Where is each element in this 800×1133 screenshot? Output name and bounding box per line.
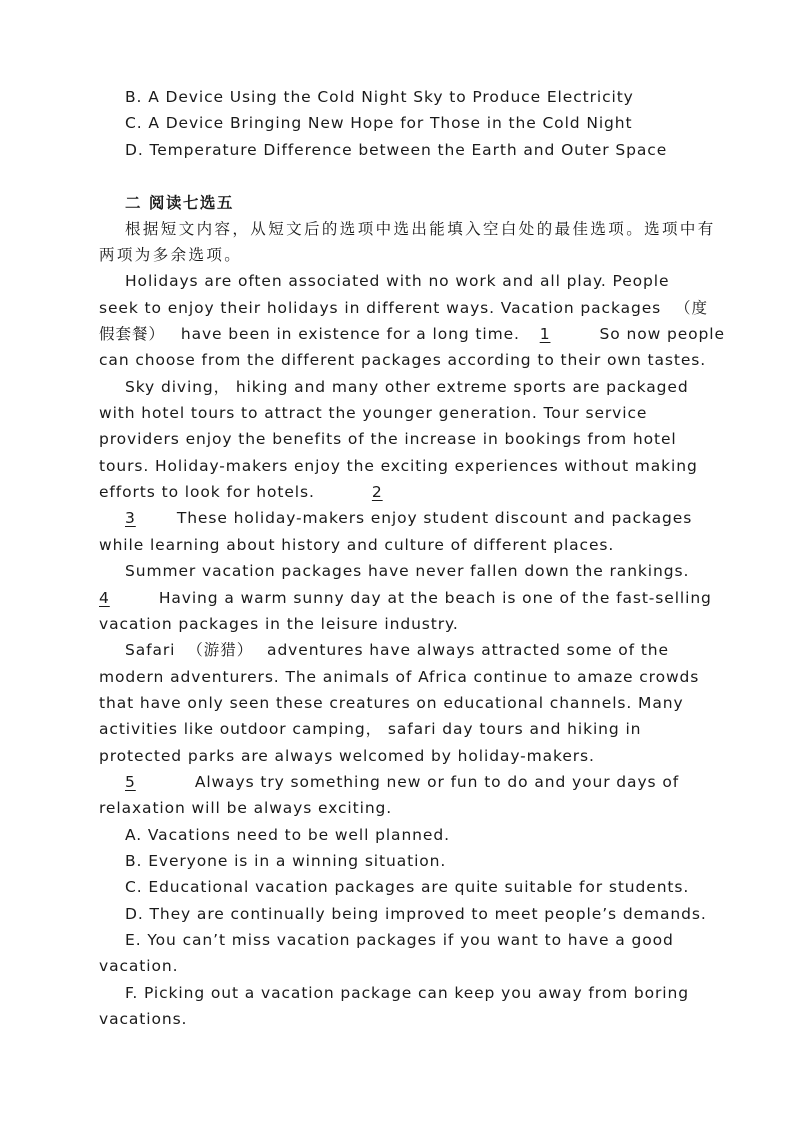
passage-p6-line-1-text: Always try something new or fun to do and your days of [194,773,680,791]
passage-p1-gloss-a: （度 [674,299,708,317]
blank-4: 4 [99,589,110,607]
passage-p6-line-2: relaxation will be always exciting. [99,799,393,817]
option-d: D. They are continually being improved to meet people’s demands. [125,905,707,923]
passage-p2-line-4: tours. Holiday-makers enjoy the exciting experiences without making [99,457,698,475]
passage-p1-line-2-text: seek to enjoy their holidays in different ways. Vacation packages [99,299,662,317]
passage-p5-line-4: activities like outdoor camping， safari day tours and hiking in [99,720,642,738]
prev-option-b: B. A Device Using the Cold Night Sky to Produce Electricity [125,88,634,106]
passage-p5-line-1-tail: adventures have always attracted some of the [267,641,669,659]
passage-p2-line-1: Sky diving， hiking and many other extreme sports are packaged [125,378,689,396]
passage-p3-line-1 [125,508,692,528]
instructions-line-2: 两项为多余选项。 [99,246,243,264]
option-a: A. Vacations need to be well planned. [125,826,450,844]
passage-p1-line-3-text: have been in existence for a long time. [180,325,520,343]
prev-option-d: D. Temperature Difference between the Earth and Outer Space [125,141,668,159]
passage-p5-line-3: that have only seen these creatures on educational channels. Many [99,694,684,712]
passage-p1-gloss-b-cn: 假套餐） [99,325,166,343]
option-c: C. Educational vacation packages are quite suitable for students. [125,878,690,896]
passage-p5-gloss: （游猎） [187,641,254,659]
passage-p5-line-1 [125,640,669,660]
passage-p2-line-5-text: efforts to look for hotels. [99,483,315,501]
passage-p1-line-1: Holidays are often associated with no work and all play. People [125,272,670,290]
option-f-line-2: vacations. [99,1010,188,1028]
passage-p6-line-1 [125,772,679,792]
option-e-line-2: vacation. [99,957,179,975]
passage-p3-line-1-text: These holiday-makers enjoy student discount and packages [176,509,693,527]
passage-p2-line-5 [99,482,383,502]
passage-p5-line-2: modern adventurers. The animals of Africa continue to amaze crowds [99,668,700,686]
prev-option-c: C. A Device Bringing New Hope for Those in the Cold Night [125,114,633,132]
section-title: 二 阅读七选五 [125,194,234,212]
passage-p4-line-2 [99,588,712,608]
passage-p1-line-2 [99,298,708,318]
passage-p1-line-4: can choose from the different packages according to their own tastes. [99,351,707,369]
passage-p4-line-1: Summer vacation packages have never fallen down the rankings. [125,562,690,580]
passage-p1-line-3 [99,324,725,344]
blank-5: 5 [125,773,136,791]
passage-p2-line-3: providers enjoy the benefits of the increase in bookings from hotel [99,430,677,448]
option-e-line-1: E. You can’t miss vacation packages if you want to have a good [125,931,674,949]
blank-1: 1 [539,325,551,343]
passage-p3-line-2: while learning about history and culture of different places. [99,536,615,554]
blank-3: 3 [125,509,136,527]
option-f-line-1: F. Picking out a vacation package can keep you away from boring [125,984,689,1002]
passage-p5-line-1-text: Safari [125,641,176,659]
passage-p4-line-2-text: Having a warm sunny day at the beach is one of the fast-selling [158,589,712,607]
passage-p5-line-5: protected parks are always welcomed by holiday-makers. [99,747,595,765]
passage-p1-line-3-tail: So now people [599,325,725,343]
blank-2: 2 [371,483,383,501]
passage-p4-line-3: vacation packages in the leisure industry. [99,615,459,633]
passage-p2-line-2: with hotel tours to attract the younger generation. Tour service [99,404,648,422]
option-b: B. Everyone is in a winning situation. [125,852,447,870]
instructions-line-1: 根据短文内容，从短文后的选项中选出能填入空白处的最佳选项。选项中有 [125,220,716,238]
